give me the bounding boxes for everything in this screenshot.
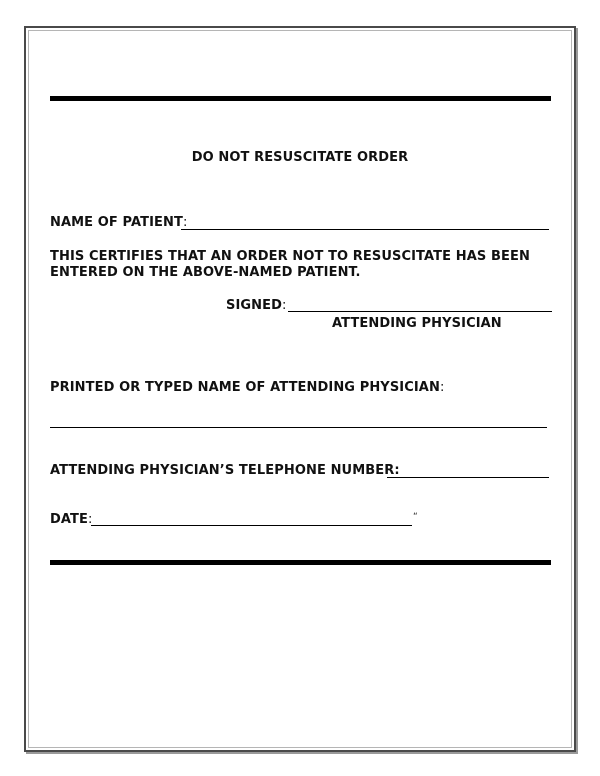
bottom-divider [50,560,551,565]
printed-name-label: PRINTED OR TYPED NAME OF ATTENDING PHYSICIAN: [50,380,445,395]
patient-name-field[interactable] [181,229,549,230]
telephone-field[interactable] [387,477,549,478]
signature-field[interactable] [288,311,552,312]
patient-name-label: NAME OF PATIENT: [50,215,188,230]
certification-line-1: THIS CERTIFIES THAT AN ORDER NOT TO RESUSCITATE HAS BEEN [50,249,530,264]
signed-label: SIGNED: [226,298,287,313]
top-divider [50,96,551,101]
date-field[interactable] [91,525,412,526]
signature-caption: ATTENDING PHYSICIAN [332,316,502,331]
stray-quote-mark: “ [413,512,418,522]
certification-line-2: ENTERED ON THE ABOVE-NAMED PATIENT. [50,265,361,280]
date-label: DATE: [50,512,93,527]
form-title: DO NOT RESUSCITATE ORDER [191,150,409,165]
telephone-label: ATTENDING PHYSICIAN’S TELEPHONE NUMBER: [50,463,400,478]
printed-name-field[interactable] [50,427,547,428]
